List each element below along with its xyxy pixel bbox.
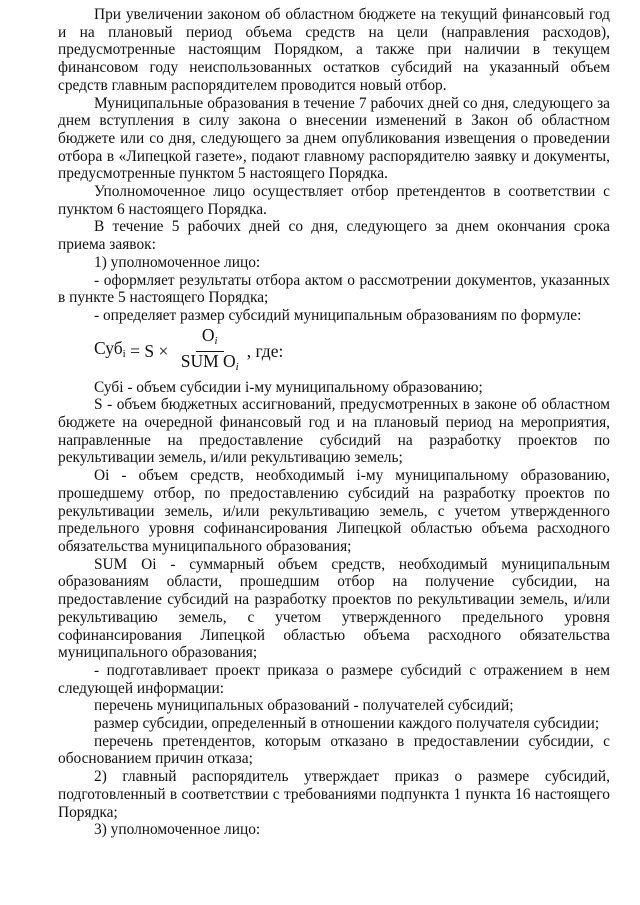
- subsidy-formula: [94, 325, 610, 375]
- paragraph-within-5-days: В течение 5 рабочих дней со дня, следующего за днем окончания срока приема заявок:: [58, 218, 610, 254]
- definition-s: S - объем бюджетных ассигнований, предусмотренных в законе об областном бюджете на очередной финансовый год и на плановый период на мероприятия, направленные на предоставление субсидий на разработку проектов по рекультивации земель, и/или рекультивацию земель;: [58, 396, 610, 467]
- formula-fraction: [175, 326, 245, 377]
- definition-o-i: Oi - объем средств, необходимый i-му муниципальному образованию, прошедшему отбор, по предоставлению субсидий на разработку проектов по рекультивации земель, и/или рекультивацию земель, с учетом утвержденного предельного уровня софинансирования Липецкой областью объема расходного обязательства муниципального образования;: [58, 467, 610, 555]
- formula-lhs: Суб$_i$: [94, 337, 126, 360]
- list-item-prepare-order: - подготавливает проект приказа о размере субсидий с отражением в нем следующей информации:: [58, 661, 610, 697]
- paragraph-selection-by-authorized-person: Уполномоченное лицо осуществляет отбор претендентов в соответствии с пунктом 6 настоящего Порядка.: [58, 183, 610, 218]
- list-item-refusals: перечень претендентов, которым отказано в предоставлении субсидии, с обоснованием причин отказа;: [58, 732, 610, 768]
- list-item-act-of-review: - оформляет результаты отбора актом о рассмотрении документов, указанных в пункте 5 настоящего Порядка;: [58, 271, 610, 307]
- list-item-order-approval: 2) главный распорядитель утверждает приказ о размере субсидий, подготовленный в соответствии с требованиями подпункта 1 пункта 16 настоящего Порядка;: [58, 768, 610, 821]
- formula-equals: = S ×: [125, 340, 173, 361]
- formula-numerator: Oi: [196, 326, 224, 352]
- paragraph-application-deadline: Муниципальные образования в течение 7 рабочих дней со дня, следующего за днем вступления в силу закона о внесении изменений в Закон об областном бюджете или со дня, следующего за днем опубликования извещения о проведении отбора в «Липецкой газете», подают главному распорядителю заявку и документы, предусмотренные пунктом 5 настоящего Порядка.: [58, 94, 610, 183]
- formula-tail: , где:: [246, 340, 284, 361]
- list-item-subsidy-size: размер субсидии, определенный в отношении каждого получателя субсидии;: [94, 715, 600, 733]
- definition-sum-o-i: SUM Oi - суммарный объем средств, необходимый муниципальным образованиям области, прошедшим отбор на получение субсидии, на предоставление субсидий на разработку проектов по рекультивации земель, и/или рекультивацию земель, с учетом утвержденного предельного уровня софинансирования Липецкой областью объема расходного обязательства муниципального образования;: [58, 555, 610, 662]
- list-item-authorized-person: 1) уполномоченное лицо:: [94, 253, 261, 271]
- formula-denominator: SUM Oi: [180, 351, 239, 374]
- list-item-recipients: перечень муниципальных образований - получателей субсидий;: [94, 697, 514, 715]
- paragraph-new-selection: При увеличении законом об областном бюджете на текущий финансовый год и на плановый период объема средств на цели (направления расходов), предусмотренные настоящим Порядком, а также при наличии в текущем финансовом году неиспользованных остатков субсидий на указанный объем средств главным распорядителем проводится новый отбор.: [58, 6, 610, 94]
- definition-sub-i: Субi - объем субсидии i-му муниципальному образованию;: [94, 378, 483, 396]
- list-item-authorized-person-3: 3) уполномоченное лицо:: [94, 821, 261, 839]
- list-item-subsidy-formula-intro: - определяет размер субсидий муниципальным образованиям по формуле:: [94, 306, 582, 324]
